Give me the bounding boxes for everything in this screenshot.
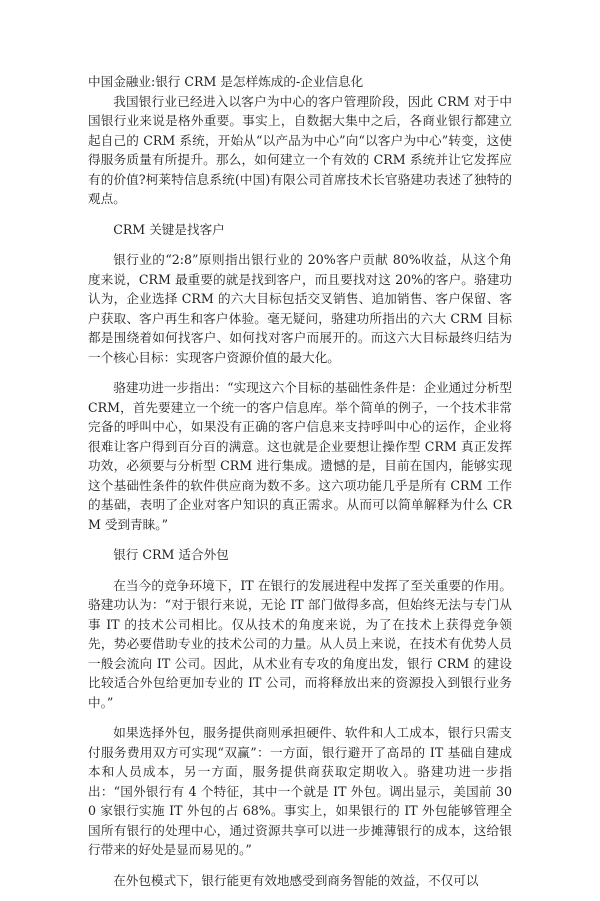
section1-paragraph-2: 骆建功进一步指出：“实现这六个目标的基础性条件是：企业通过分析型 CRM，首先要建立一个统一的客户信息库。举个简单的例子，一个技术非常完备的呼叫中心，如果没有正确的客户信息来支持呼叫中心的运作，企业将很难让客户得到百分百的满意。这也就是企业要想让操作型 CRM 真正发挥功效，必须要与分析型 CRM 进行集成。遗憾的是，目前在国内，能够实现这个基础性条件的软件供应商为数不多。这六项功能几乎是所有 CRM 工作的基础，表明了企业对客户知识的真正需求。从而可以简单解释为什么 CRM 受到青睐。” — [88, 380, 512, 532]
section2-paragraph-2: 如果选择外包，服务提供商则承担硬件、软件和人工成本，银行只需支付服务费用双方可实现“双赢”：一方面，银行避开了高昂的 IT 基础自建成本和人员成本，另一方面，服务提供商获取定期收入。骆建功进一步指出：“国外银行有 4 个特征，其中一个就是 IT 外包。调出显示，美国前 300 家银行实施 IT 外包的占 68%。事实上，如果银行的 IT 外包能够管理全国所有银行的处理中心，通过资源共享可以进一步摊薄银行的成本，这给银行带来的好处是显而易见的。” — [88, 725, 512, 857]
section2-paragraph-3: 在外包模式下，银行能更有效地感受到商务智能的效益，不仅可以 — [113, 872, 479, 888]
document-page — [88, 72, 512, 901]
section-heading-outsourcing: 银行 CRM 适合外包 — [113, 547, 229, 562]
section2-paragraph-1: 在当今的竞争环境下，IT 在银行的发展进程中发挥了至关重要的作用。骆建功认为：“对于银行来说，无论 IT 部门做得多高，但始终无法与专门从事 IT 的技术公司相比。仅从技术的角度来说，为了在技术上获得竞争领先，势必要借助专业的技术公司的力量。从人员上来说，在技术有优势人员一般会流向 IT 公司。因此，从术业有专攻的角度出发，银行 CRM 的建设比较适合外包给更加专业的 IT 公司，而将释放出来的资源投入到银行业务中。” — [88, 577, 512, 710]
section1-paragraph-1: 银行业的“2:8”原则指出银行业的 20%客户贡献 80%收益，从这个角度来说，CRM 最重要的就是找到客户，而且要找对这 20%的客户。骆建功认为，企业选择 CRM 的六大目标包括交叉销售、追加销售、客户保留、客户获取、客户再生和客户体验。毫无疑问，骆建功所指出的六大 CRM 目标都是围绕着如何找客户、如何找对客户而展开的。而这六大目标最终归结为一个核心目标：实现客户资源价值的最大化。 — [88, 252, 512, 365]
document-title: 中国金融业:银行 CRM 是怎样炼成的-企业信息化 — [88, 74, 364, 89]
intro-paragraph: 我国银行业已经进入以客户为中心的客户管理阶段，因此 CRM 对于中国银行业来说是格外重要。事实上，自数据大集中之后，各商业银行都建立起自己的 CRM 系统，开始从“以产品为中心”向“以客户为中心”转变，这使得服务质量有所提升。那么，如何建立一个有效的 CRM 系统并让它发挥应有的价值?柯莱特信息系统(中国)有限公司首席技术长官骆建功表述了独特的观点。 — [88, 93, 512, 206]
section-heading-crm-key: CRM 关键是找客户 — [113, 221, 225, 237]
